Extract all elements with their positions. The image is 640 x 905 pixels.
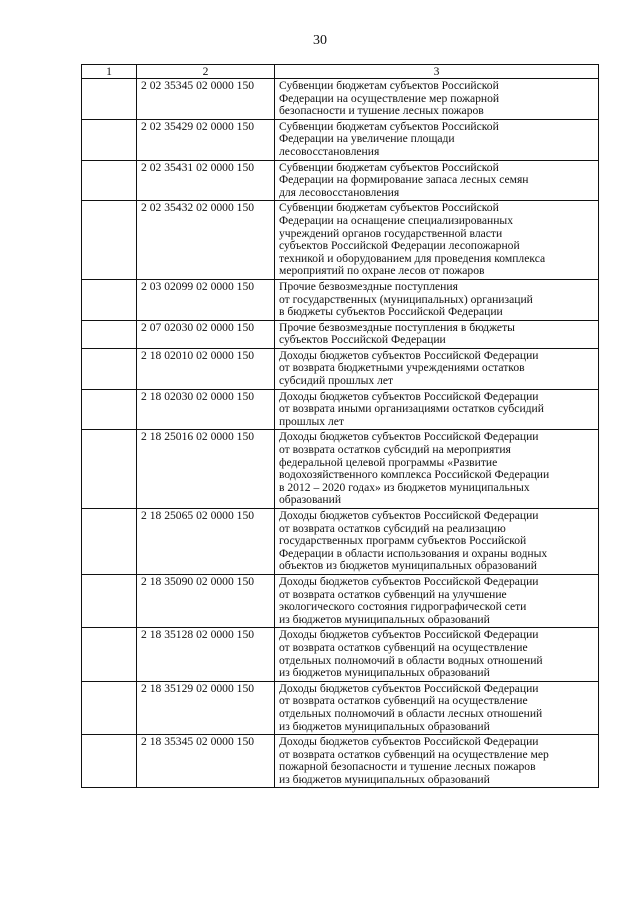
row-description-cell: Доходы бюджетов субъектов Российской Федерации от возврата иными организациями остатков субсидий прошлых лет <box>275 389 599 430</box>
row-col1-cell <box>82 201 137 280</box>
row-col1-cell <box>82 320 137 348</box>
table-row <box>82 119 599 160</box>
row-description-cell: Доходы бюджетов субъектов Российской Федерации от возврата остатков субвенций на улучшение экологического состояния гидрографической сети из бюджетов муниципальных образований <box>275 574 599 627</box>
row-col1-cell <box>82 119 137 160</box>
row-code-cell: 2 02 35432 02 0000 150 <box>137 201 275 280</box>
row-description-cell: Прочие безвозмездные поступления от государственных (муниципальных) организаций в бюджеты субъектов Российской Федерации <box>275 279 599 320</box>
row-col1-cell <box>82 279 137 320</box>
table-row <box>82 681 599 734</box>
row-col1-cell <box>82 509 137 575</box>
table-row <box>82 320 599 348</box>
table-row <box>82 201 599 280</box>
row-code-cell: 2 18 02030 02 0000 150 <box>137 389 275 430</box>
row-code-cell: 2 18 35345 02 0000 150 <box>137 735 275 788</box>
table-row <box>82 389 599 430</box>
row-code-cell: 2 18 35128 02 0000 150 <box>137 628 275 681</box>
row-code-cell: 2 18 25065 02 0000 150 <box>137 509 275 575</box>
table-row <box>82 574 599 627</box>
row-description-cell: Доходы бюджетов субъектов Российской Федерации от возврата остатков субвенций на осуществление мер пожарной безопасности и тушение лесных пожаров из бюджетов муниципальных образований <box>275 735 599 788</box>
row-description-cell: Прочие безвозмездные поступления в бюджеты субъектов Российской Федерации <box>275 320 599 348</box>
row-code-cell: 2 02 35429 02 0000 150 <box>137 119 275 160</box>
row-col1-cell <box>82 681 137 734</box>
row-col1-cell <box>82 628 137 681</box>
budget-classification-table <box>81 64 599 788</box>
row-description-cell: Доходы бюджетов субъектов Российской Федерации от возврата остатков субвенций на осуществление отдельных полномочий в области водных отношений из бюджетов муниципальных образований <box>275 628 599 681</box>
row-description-cell: Субвенции бюджетам субъектов Российской Федерации на формирование запаса лесных семян для лесовосстановления <box>275 160 599 201</box>
row-description-cell: Субвенции бюджетам субъектов Российской Федерации на осуществление мер пожарной безопасности и тушение лесных пожаров <box>275 79 599 120</box>
row-col1-cell <box>82 430 137 509</box>
table-row <box>82 509 599 575</box>
row-code-cell: 2 18 25016 02 0000 150 <box>137 430 275 509</box>
header-col-3: 3 <box>275 65 599 79</box>
row-description-cell: Субвенции бюджетам субъектов Российской Федерации на оснащение специализированных учреждений органов государственной власти субъектов Российской Федерации лесопожарной техникой и оборудованием для проведения комплекса мероприятий по охране лесов от пожаров <box>275 201 599 280</box>
row-col1-cell <box>82 160 137 201</box>
page-number: 30 <box>313 33 327 48</box>
row-col1-cell <box>82 389 137 430</box>
row-code-cell: 2 07 02030 02 0000 150 <box>137 320 275 348</box>
table-header-row <box>82 65 599 79</box>
table-row <box>82 79 599 120</box>
table-row <box>82 430 599 509</box>
row-code-cell: 2 02 35431 02 0000 150 <box>137 160 275 201</box>
table-row <box>82 628 599 681</box>
row-code-cell: 2 03 02099 02 0000 150 <box>137 279 275 320</box>
row-description-cell: Доходы бюджетов субъектов Российской Федерации от возврата остатков субсидий на реализацию государственных программ субъектов Российской Федерации в области использования и охраны водных объектов из бюджетов муниципальных образований <box>275 509 599 575</box>
table-row <box>82 160 599 201</box>
row-description-cell: Субвенции бюджетам субъектов Российской Федерации на увеличение площади лесовосстановления <box>275 119 599 160</box>
row-code-cell: 2 18 02010 02 0000 150 <box>137 348 275 389</box>
row-code-cell: 2 02 35345 02 0000 150 <box>137 79 275 120</box>
row-col1-cell <box>82 735 137 788</box>
table-row <box>82 279 599 320</box>
row-code-cell: 2 18 35129 02 0000 150 <box>137 681 275 734</box>
header-col-1: 1 <box>82 65 137 79</box>
row-col1-cell <box>82 574 137 627</box>
row-col1-cell <box>82 79 137 120</box>
table-row <box>82 348 599 389</box>
row-col1-cell <box>82 348 137 389</box>
header-col-2: 2 <box>137 65 275 79</box>
table-row <box>82 735 599 788</box>
row-description-cell: Доходы бюджетов субъектов Российской Федерации от возврата остатков субвенций на осуществление отдельных полномочий в области лесных отношений из бюджетов муниципальных образований <box>275 681 599 734</box>
row-code-cell: 2 18 35090 02 0000 150 <box>137 574 275 627</box>
row-description-cell: Доходы бюджетов субъектов Российской Федерации от возврата остатков субсидий на мероприятия федеральной целевой программы «Развитие водохозяйственного комплекса Российской Федерации в 2012 – 2020 годах» из бюджетов муниципальных образований <box>275 430 599 509</box>
row-description-cell: Доходы бюджетов субъектов Российской Федерации от возврата бюджетными учреждениями остатков субсидий прошлых лет <box>275 348 599 389</box>
